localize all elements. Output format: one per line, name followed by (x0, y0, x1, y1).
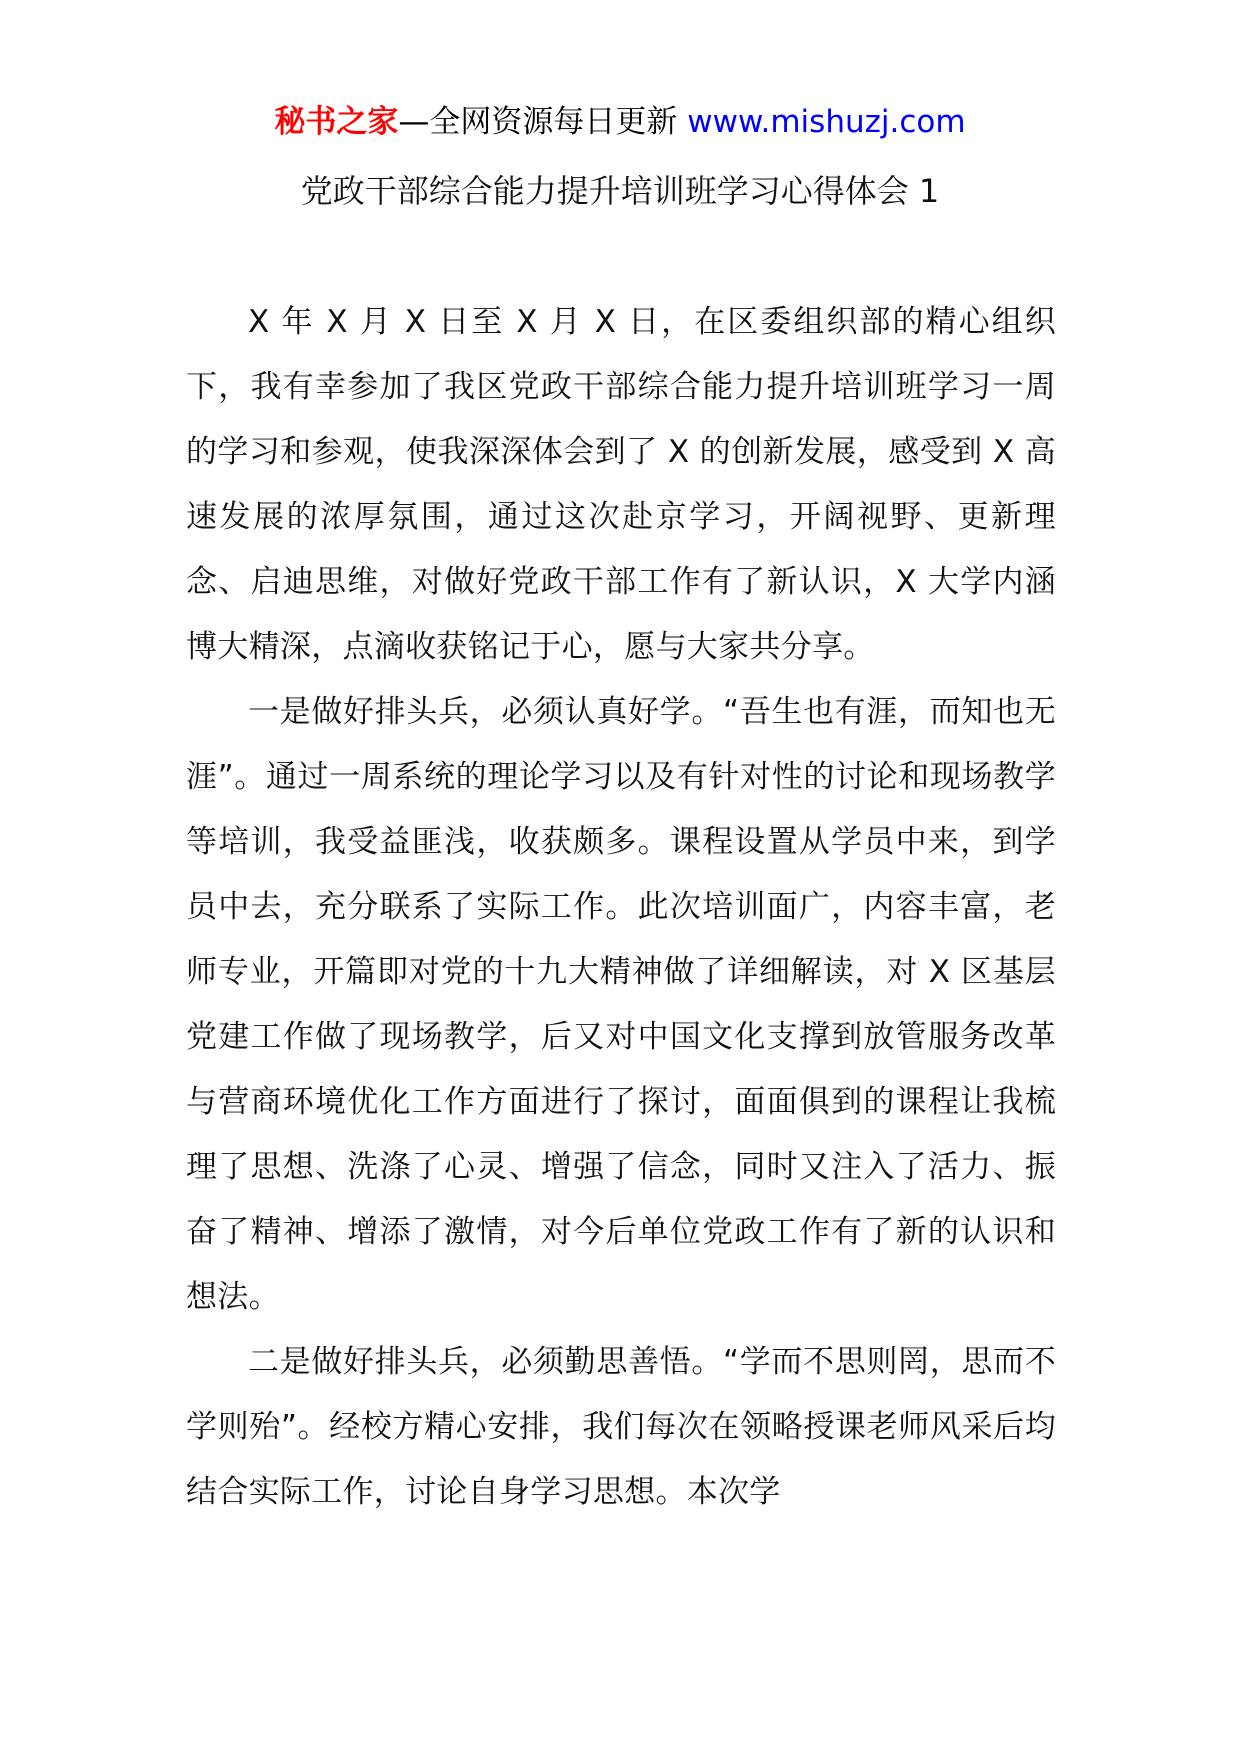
paragraph-point-two: 二是做好排头兵，必须勤思善悟。“学而不思则罔，思而不学则殆”。经校方精心安排，我们每次在领略授课老师风采后均结合实际工作，讨论自身学习思想。本次学 (186, 1344, 1056, 1510)
site-url-link[interactable]: www.mishuzj.com (687, 104, 966, 140)
document-title: 党政干部综合能力提升培训班学习心得体会 1 (300, 172, 940, 210)
document-body (186, 290, 1056, 1525)
site-header (0, 100, 1240, 144)
header-tagline: —全网资源每日更新 (398, 104, 678, 140)
brand-name: 秘书之家 (274, 104, 399, 140)
paragraph-intro: X 年 X 月 X 日至 X 月 X 日，在区委组织部的精心组织下，我有幸参加了我区党政干部综合能力提升培训班学习一周的学习和参观，使我深深体会到了 X 的创新发展，感受到 X 高速发展的浓厚氛围，通过这次赴京学习，开阔视野、更新理念、启迪思维，对做好党政干部工作有了新认识，X 大学内涵博大精深，点滴收获铭记于心，愿与大家共分享。 (186, 304, 1056, 665)
paragraph-point-one: 一是做好排头兵，必须认真好学。“吾生也有涯，而知也无涯”。通过一周系统的理论学习以及有针对性的讨论和现场教学等培训，我受益匪浅，收获颇多。课程设置从学员中来，到学员中去，充分联系了实际工作。此次培训面广，内容丰富，老师专业，开篇即对党的十九大精神做了详细解读，对 X 区基层党建工作做了现场教学，后又对中国文化支撑到放管服务改革与营商环境优化工作方面进行了探讨，面面俱到的课程让我梳理了思想、洗涤了心灵、增强了信念，同时又注入了活力、振奋了精神、增添了激情，对今后单位党政工作有了新的认识和想法。 (186, 694, 1056, 1315)
